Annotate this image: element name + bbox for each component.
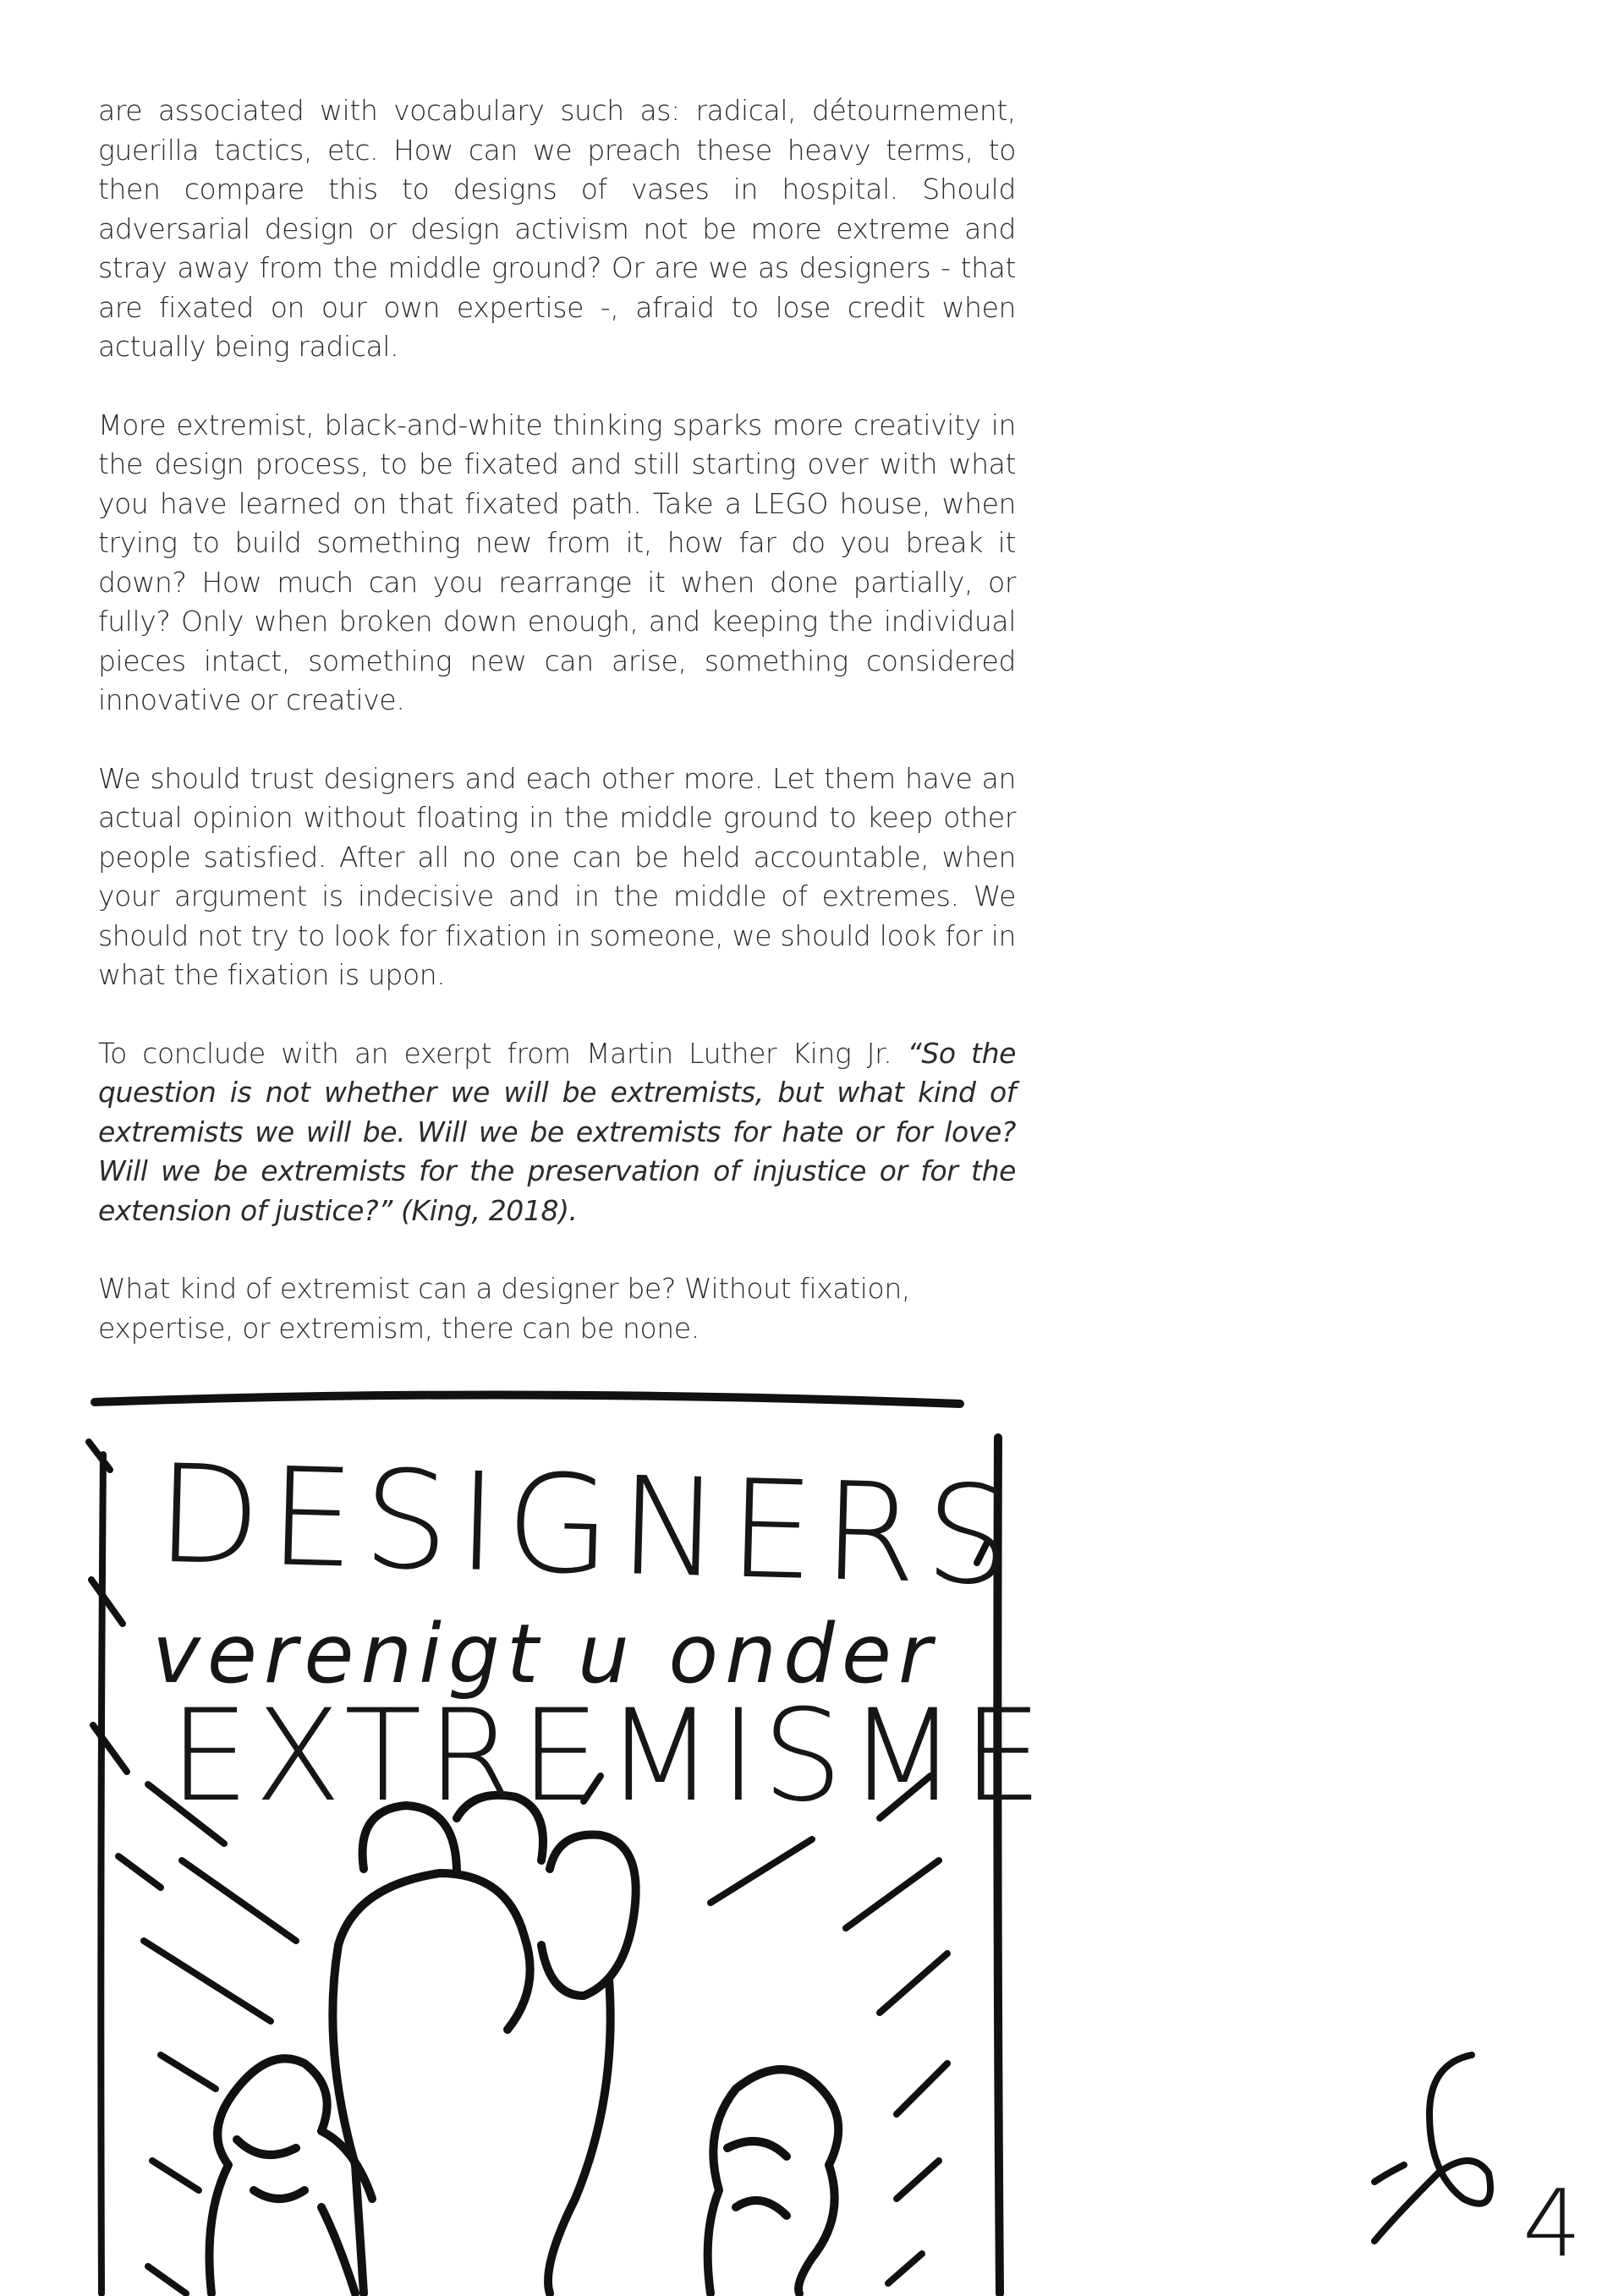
paragraph-3: We should trust designers and each other more. Let them have an actual opinion without floating in the middle ground to keep other people satisfied. After all no one can be held accountable, when your argument is indecisive and in the middle of extremes. We should not try to look for fixation in someone, we should look for in what the fixation is upon. <box>98 761 1016 991</box>
page-mark: 4 <box>1522 2169 1582 2277</box>
conclusion-intro: To conclude with an exerpt from Martin Luther King Jr. <box>98 1036 908 1070</box>
central-fist <box>332 1795 635 2293</box>
poster-bottom-word: EXTREMISME <box>169 1683 1048 1830</box>
right-fist <box>708 2069 839 2293</box>
poster-frame-top <box>95 1395 960 1404</box>
poster-title: DESIGNERS <box>154 1434 1022 1616</box>
left-fist <box>210 2058 373 2293</box>
paragraph-1: are associated with vocabulary such as: radical, détournement, guerilla tactics, etc. How can we preach these heavy terms, to then compare this to designs of vases in hospital. Should adversarial design or design activism not be more extreme and stray away from the middle ground? Or are we as designers - that are fixated on our own expertise -, afraid to lose credit when actually being radical. <box>98 94 1016 363</box>
poster-frame-left <box>101 1455 103 2293</box>
closing-paragraph: What kind of extremist can a designer be? Without fixation, expertise, or extremism, there can be none. <box>98 1272 910 1345</box>
paragraph-2: More extremist, black-and-white thinking sparks more creativity in the design process, to be fixated and still starting over with what you have learned on that fixated path. Take a LEGO house, when trying to build something new from it, how far do you break it down? How much can you rearrange it when done partially, or fully? Only when broken down enough, and keeping the individual pieces intact, something new can arise, something considered innovative or creative. <box>98 408 1016 716</box>
signature <box>1374 2055 1490 2241</box>
mlk-quote: “So the question is not whether we will be extremists, but what kind of extremists we will be. Will we be extremists for hate or for love? Will we be extremists for the preservation of injustice or for the extension of justice?” (King, 2018). <box>98 1036 1016 1227</box>
poster-subtitle: verenigt u onder <box>152 1607 939 1701</box>
